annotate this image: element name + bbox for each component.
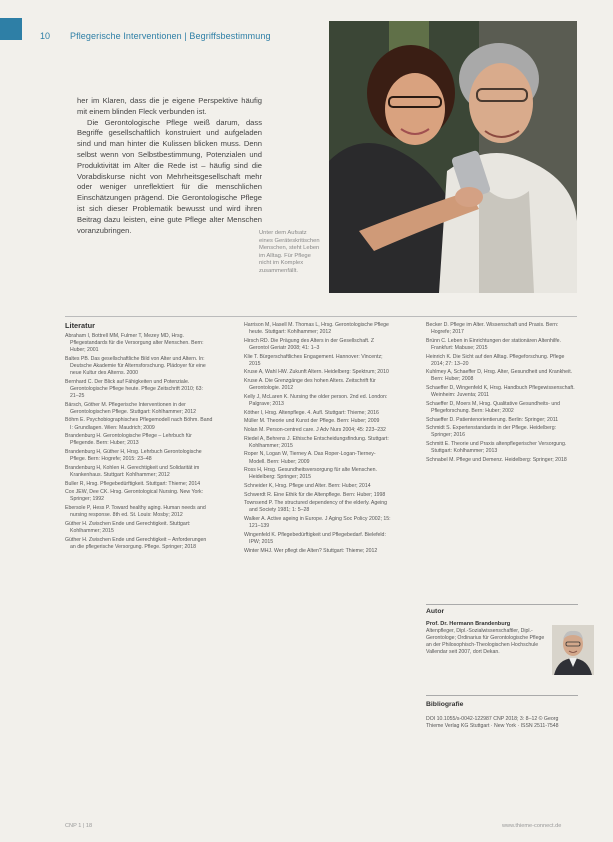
reference-item: Brandenburg H, Kohlen H. Gerechtigkeit und Solidarität im Krankenhaus. Stuttgart: Kohlhammer; 2012 <box>65 464 200 478</box>
literature-divider <box>65 316 577 317</box>
reference-item: Schmitt E. Theorie und Praxis altenpflegerischer Versorgung. Stuttgart: Kohlhammer; 2013 <box>426 441 567 455</box>
reference-item: Klie T. Bürgerschaftliches Engagement. Hannover: Vincentz; 2015 <box>244 353 383 367</box>
literature-column-1 <box>65 333 213 552</box>
author-name: Prof. Dr. Hermann Brandenburg <box>426 621 511 627</box>
intro-text <box>77 96 262 236</box>
bibliography-heading: Bibliografie <box>426 701 464 708</box>
reference-item: Kelly J, McLaren K. Nursing the older person. 2nd ed. London: Palgrave; 2013 <box>244 393 388 407</box>
reference-item: Kruse A, Wahl HW. Zukunft Altern. Heidelberg: Spektrum; 2010 <box>244 369 389 376</box>
reference-item: Roper N, Logan W, Tierney A. Das Roper-Logan-Tierney-Modell. Bern: Huber; 2009 <box>244 451 376 465</box>
bibliography-divider <box>426 695 578 696</box>
reference-item: Buller R, Hrsg. Pflegebedürftigkeit. Stuttgart: Thieme; 2014 <box>65 480 201 487</box>
running-header: Pflegerische Interventionen | Begriffsbestimmung <box>70 31 271 41</box>
selfie-photo <box>329 21 577 293</box>
reference-item: Schaeffer D, Wingenfeld K, Hrsg. Handbuch Pflegewissenschaft. Weinheim: Juventa; 2011 <box>426 385 575 399</box>
footer-website: www.thieme-connect.de <box>502 823 562 829</box>
reference-item: Baltes PB. Das gesellschaftliche Bild von Alter und Altern. In: Deutsche Akademie für Alternsforschung. Plädoyer für eine neue Kultur des Alterns. 2000 <box>65 355 206 377</box>
reference-item: Bärsch, Göther M. Pflegerische Interventionen in der Gerontologischen Pflege. Stuttgart: Kohlhammer; 2012 <box>65 401 197 415</box>
reference-item: Abraham I, Bottrell MM, Fulmer T, Mezey MD, Hrsg. Pflegestandards für die Versorgung alter Menschen. Bern: Huber; 2001 <box>65 333 204 354</box>
reference-item: Schneider K, Hrsg. Pflege und Alter. Bern: Huber; 2014 <box>244 483 371 489</box>
reference-item: Walker A. Active ageing in Europe. J Aging Soc Policy 2002; 15: 121–139 <box>244 516 391 530</box>
reference-item: Güther H. Zwischen Ende und Gerechtigkeit. Stuttgart: Kohlhammer; 2015 <box>65 520 191 534</box>
reference-item: Winter MHJ. Wer pflegt die Alten? Stuttgart: Thieme; 2012 <box>244 547 378 554</box>
reference-item: Heinrich K. Die Sicht auf den Alltag. Pflegeforschung. Pflege 2014; 27: 13–20 <box>426 353 565 367</box>
page-number: 10 <box>40 31 51 41</box>
reference-item: Wingenfeld K. Pflegebedürftigkeit und Pflegebedarf. Bielefeld: IPW; 2015 <box>244 531 386 546</box>
selfie-photo-illustration <box>329 21 577 293</box>
reference-item: Nolan M. Person-centred care. J Adv Nurs 2004; 45: 223–232 <box>244 426 386 433</box>
reference-item: Kruse A. Die Grenzgänge des hohen Alters. Zeitschrift für Gerontologie. 2012 <box>244 378 376 392</box>
intro-paragraph-1: her im Klaren, dass die je eigene Perspektive häufig mit einem blinden Fleck verbunden ist. <box>77 96 262 116</box>
reference-item: Becker D. Pflege im Alter. Wissenschaft und Praxis. Bern: Hogrefe; 2017 <box>426 322 559 336</box>
reference-item: Ross H, Hrsg. Gesundheitsversorgung für alte Menschen. Heidelberg: Springer; 2015 <box>244 467 377 481</box>
reference-item: Harrison M, Hasell M. Thomas L, Hrsg. Gerontologische Pflege heute. Stuttgart: Kohlhammer; 2012 <box>244 322 389 336</box>
reference-item: Güther H. Zwischen Ende und Gerechtigkeit – Anforderungen an die pflegerische Versorgung. Pflege. Springer; 2018 <box>65 536 207 550</box>
reference-item: Schaeffer D. Patientenorientierung. Berlin: Springer; 2011 <box>426 416 559 423</box>
author-info <box>426 621 546 656</box>
reference-item: Cox JEW, Dee CK. Hrsg. Gerontological Nursing. New York: Springer; 1992 <box>65 489 204 503</box>
reference-item: Townsend P. The structured dependency of the elderly. Ageing and Society 1981; 1: 5–28 <box>244 500 388 514</box>
reference-item: Schwerdt R. Eine Ethik für die Altenpflege. Bern: Huber; 1998 <box>244 491 386 498</box>
page-accent-bar <box>0 18 22 40</box>
reference-item: Müller M. Theorie und Kunst der Pflege. Bern: Huber; 2009 <box>244 418 380 425</box>
reference-item: Bernhard C. Der Blick auf Fähigkeiten und Potenziale. Gerontologische Pflege heute. Pflege Zeitschrift 2010; 63: 21–25 <box>65 378 203 399</box>
reference-item: Kuhlmey A, Schaeffer D, Hrsg. Alter, Gesundheit und Krankheit. Bern: Huber; 2008 <box>426 369 573 383</box>
literature-column-3 <box>426 322 576 466</box>
reference-item: Schnabel M. Pflege und Demenz. Heidelberg: Springer; 2018 <box>426 456 567 463</box>
reference-item: Riedel A, Behrens J. Ethische Entscheidungsfindung. Stuttgart: Kohlhammer; 2015 <box>244 435 389 449</box>
reference-item: Schmidt S. Expertenstandards in der Pflege. Heidelberg: Springer; 2016 <box>426 425 557 439</box>
literature-heading: Literatur <box>65 321 95 330</box>
reference-item: Brandenburg H, Güther H, Hrsg. Lehrbuch Gerontologische Pflege. Bern: Hogrefe; 2015: 23–48 <box>65 448 202 463</box>
author-bio: Altenpfleger, Dipl.-Sozialwissenschaftler, Dipl.-Gerontologe; Ordinarius für Gerontologische Pflege an der Philosophisch-Theologischen Hochschule Vallendar seit 2007, dort Dekan. <box>426 628 545 655</box>
footer-issue: CNP 1 | 18 <box>65 823 93 829</box>
reference-item: Brünn C. Leben in Einrichtungen der stationären Altenhilfe. Frankfurt: Mabuse; 2015 <box>426 337 561 351</box>
reference-item: Hirsch RD. Die Prägung des Alters in der Gesellschaft. Z Gerontol Geriatr 2008; 41: 1–3 <box>244 337 375 351</box>
reference-item: Köther I, Hrsg. Altenpflege. 4. Aufl. Stuttgart: Thieme; 2016 <box>244 409 379 416</box>
author-portrait-illustration <box>552 625 594 675</box>
reference-item: Böhm E. Psychobiographisches Pflegemodell nach Böhm. Band I: Grundlagen. Wien: Maudrich; 2009 <box>65 417 213 431</box>
intro-paragraph-2: Die Gerontologische Pflege weiß darum, dass Begriffe gesellschaftlich konstruiert und aufgeladen sind und man hinter die Kulissen blicken muss. Denn selbst wenn von Selbstbestimmung, Potenzialen und Produktivität im Alter die Rede ist – häufig sind die Vorabdiskurse nicht von Mehrheitsgesellschaft mehr oder weniger unreflektiert für die menschlichen Einschätzungen prägend. Die Gerontologische Pflege ist sich dieser Problematik bewusst und wird ihren Beitrag dazu leisten, eine gute Pflege alter Menschen voranzubringen. <box>77 117 262 235</box>
author-portrait <box>552 625 594 675</box>
author-heading: Autor <box>426 608 445 615</box>
reference-item: Ebersole P, Hess P. Toward healthy aging. Human needs and nursing response. 8th ed. St. Louis: Mosby; 2012 <box>65 505 206 519</box>
reference-item: Schaeffer D, Moers M, Hrsg. Qualitative Gesundheits- und Pflegeforschung. Bern: Huber; 2002 <box>426 400 560 414</box>
literature-column-2 <box>244 322 392 556</box>
reference-item: Brandenburg H. Gerontologische Pflege – Lehrbuch für Pflegende. Bern: Huber; 2013 <box>65 433 192 447</box>
photo-caption: Unter dem Aufsatz eines Geräteskritischen Menschen, steht Leben im Alltag. Für Pflege nicht im Komplex zusammenfällt. <box>259 230 320 274</box>
bibliography-text: DOI 10.1055/s-0042-122987 CNP 2018; 3: 8–12 © Georg Thieme Verlag KG Stuttgart · New York · ISSN 2511-7548 <box>426 716 559 729</box>
author-divider <box>426 604 578 605</box>
